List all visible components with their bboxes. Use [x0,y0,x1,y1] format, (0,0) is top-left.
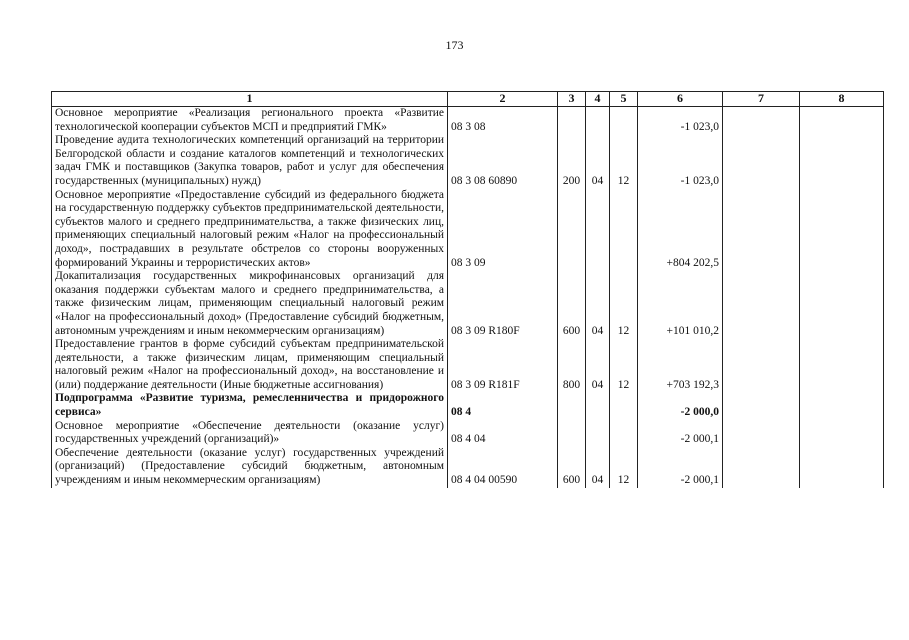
row-code: 08 3 08 [448,107,558,135]
row-subsection: 12 [610,270,638,338]
column-header: 8 [800,92,884,107]
table-row [52,134,884,188]
table-row [52,447,884,488]
row-description: Обеспечение деятельности (оказание услуг) государственных учреждений (организаций) (Предоставление субсидий бюджетным, автономным учреждениям и иным некоммерческим организациям) [52,447,448,488]
row-amount: +804 202,5 [638,189,723,271]
table-row [52,107,884,135]
row-expense-type: 600 [558,270,586,338]
row-section [586,107,610,135]
row-amount: -2 000,1 [638,420,723,447]
table-row [52,338,884,392]
row-section: 04 [586,134,610,188]
row-code: 08 3 08 60890 [448,134,558,188]
row-description: Основное мероприятие «Обеспечение деятельности (оказание услуг) государственных учреждений (организаций)» [52,420,448,447]
row-section [586,189,610,271]
row-col8 [800,134,884,188]
table-body [52,107,884,488]
row-col8 [800,392,884,419]
row-subsection: 12 [610,134,638,188]
table-row [52,420,884,447]
row-section [586,420,610,447]
table-row [52,392,884,419]
row-amount: +703 192,3 [638,338,723,392]
row-col8 [800,420,884,447]
row-amount: -2 000,0 [638,392,723,419]
row-expense-type [558,420,586,447]
row-code: 08 4 04 00590 [448,447,558,488]
row-col7 [723,420,800,447]
page-number: 173 [445,38,464,52]
row-code: 08 3 09 [448,189,558,271]
row-description: Проведение аудита технологических компетенций организаций на территории Белгородской области и создание каталогов компетенций и технологических задач ГМК и поставщиков (Закупка товаров, работ и услуг для обеспечения государственных (муниципальных) нужд) [52,134,448,188]
table-row [52,270,884,338]
row-subsection: 12 [610,338,638,392]
row-subsection: 12 [610,447,638,488]
budget-table [51,91,884,488]
row-section: 04 [586,338,610,392]
row-col8 [800,107,884,135]
row-description: Подпрограмма «Развитие туризма, ремесленничества и придорожного сервиса» [52,392,448,419]
row-description: Основное мероприятие «Предоставление субсидий из федерального бюджета на государственную поддержку субъектов предпринимательской деятельности, субъектов малого и среднего предпринимательства, а также физических лиц, применяющих специальный налоговый режим «Налог на профессиональный доход», пострадавших в результате обстрелов со стороны вооруженных формирований Украины и террористических актов» [52,189,448,271]
row-section: 04 [586,270,610,338]
row-col8 [800,338,884,392]
row-col8 [800,270,884,338]
row-expense-type [558,392,586,419]
row-col7 [723,338,800,392]
row-code: 08 4 04 [448,420,558,447]
row-subsection [610,392,638,419]
table-row [52,189,884,271]
row-subsection [610,189,638,271]
column-header: 1 [52,92,448,107]
row-code: 08 3 09 R181F [448,338,558,392]
row-col7 [723,270,800,338]
row-amount: -1 023,0 [638,134,723,188]
row-expense-type: 800 [558,338,586,392]
row-description: Основное мероприятие «Реализация регионального проекта «Развитие технологической кооперации субъектов МСП и предприятий ГМК» [52,107,448,135]
row-subsection [610,107,638,135]
row-description: Предоставление грантов в форме субсидий субъектам предпринимательской деятельности, а также физическим лицам, применяющим специальный налоговый режим «Налог на профессиональный доход», на восстановление и (или) поддержание деятельности (Иные бюджетные ассигнования) [52,338,448,392]
column-header: 2 [448,92,558,107]
row-expense-type [558,189,586,271]
row-expense-type [558,107,586,135]
row-section: 04 [586,447,610,488]
row-code: 08 4 [448,392,558,419]
row-expense-type: 600 [558,447,586,488]
header-row [52,92,884,107]
row-expense-type: 200 [558,134,586,188]
row-subsection [610,420,638,447]
row-col8 [800,447,884,488]
row-amount: +101 010,2 [638,270,723,338]
row-col7 [723,107,800,135]
column-header: 6 [638,92,723,107]
row-description: Докапитализация государственных микрофинансовых организаций для оказания поддержки субъектам малого и среднего предпринимательства, а также физическим лицам, применяющим специальный налоговый режим «Налог на профессиональный доход» (Предоставление субсидий бюджетным, автономным учреждениям и иным некоммерческим организациям) [52,270,448,338]
column-header: 7 [723,92,800,107]
row-amount: -1 023,0 [638,107,723,135]
row-col8 [800,189,884,271]
row-code: 08 3 09 R180F [448,270,558,338]
row-section [586,392,610,419]
column-header: 3 [558,92,586,107]
column-header: 5 [610,92,638,107]
row-col7 [723,447,800,488]
row-amount: -2 000,1 [638,447,723,488]
row-col7 [723,189,800,271]
row-col7 [723,134,800,188]
row-col7 [723,392,800,419]
column-header: 4 [586,92,610,107]
